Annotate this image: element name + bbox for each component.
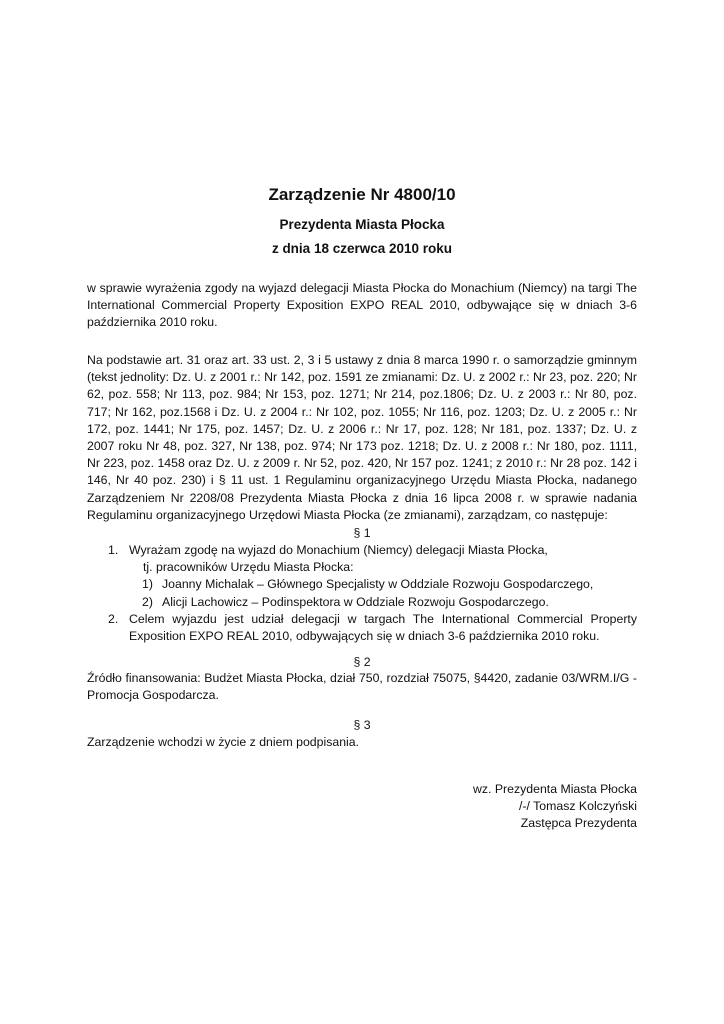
list-item-text: Celem wyjazdu jest udział delegacji w targach The International Commercial Property Exposition EXPO REAL 2010, odbywających się w dniach 3-6 października 2010 roku. [129,611,637,644]
sub-list-item-number: 2) [142,594,153,609]
signature-line-2: /-/ Tomasz Kolczyński [519,799,637,814]
document-issuer: Prezydenta Miasta Płocka [279,217,445,232]
funding-paragraph: Źródło finansowania: Budżet Miasta Płocka, dział 750, rozdział 75075, §4420, zadanie 03/WRM.I/G - Promocja Gospodarcza. [87,671,637,703]
list-item-number: 1. [108,543,119,557]
section-3-mark: § 3 [353,718,371,732]
entry-into-force-paragraph: Zarządzenie wchodzi w życie z dniem podpisania. [87,735,360,749]
sub-list-item [87,594,637,611]
document-title: Zarządzenie Nr 4800/10 [268,185,456,204]
signature-line-3: Zastępca Prezydenta [520,816,637,831]
section-1-mark: § 1 [353,526,371,540]
sub-list-item-number: 1) [142,577,153,592]
section-1-list [87,542,637,645]
subject-paragraph: w sprawie wyrażenia zgody na wyjazd delegacji Miasta Płocka do Monachium (Niemcy) na targi The International Commercial Property Exposition EXPO REAL 2010, odbywające się w dniach 3-6 października 2010 roku. [87,281,637,330]
list-item-text: Wyrażam zgodę na wyjazd do Monachium (Niemcy) delegacji Miasta Płocka, [129,543,548,557]
sub-list-item-text: Joanny Michalak – Głównego Specjalisty w Oddziale Rozwoju Gospodarczego, [162,577,594,592]
sub-list-item-text: Alicji Lachowicz – Podinspektora w Oddziale Rozwoju Gospodarczego. [162,594,549,609]
signature-line-1: wz. Prezydenta Miasta Płocka [472,782,637,796]
list-item [87,542,637,576]
section-2-mark: § 2 [353,655,371,669]
legal-basis-paragraph: Na podstawie art. 31 oraz art. 33 ust. 2, 3 i 5 ustawy z dnia 8 marca 1990 r. o samorządzie gminnym (tekst jednolity: Dz. U. z 2001 r.: Nr 142, poz. 1591 ze zmianami: Dz. U. z 2002 r.: Nr 23, poz. 220; Nr 62, poz. 558; Nr 113, poz. 984; Nr 153, poz. 1271; Nr 214, poz.1806; Dz. U. z 2003 r.: Nr 80, poz. 717; Nr 162, poz.1568 i Dz. U. z 2004 r.: Nr 102, poz. 1055; Nr 116, poz. 1203; Dz. U. z 2005 r.: Nr 172, poz. 1441; Nr 175, poz. 1457; Dz. U. z 2006 r.: Nr 17, poz. 128; Nr 181, poz. 1337; Dz. U. z 2007 roku Nr 48, poz. 327, Nr 138, poz. 974; Nr 173 poz. 1218; Dz. U. z 2008 r.: Nr 180, poz. 1111, Nr 223, poz. 1458 oraz Dz. U. z 2009 r. Nr 52, poz. 420, Nr 157 poz. 1241; z 2010 r.: Nr 28 poz. 142 i 146, Nr 40 poz. 230) i § 11 ust. 1 Regulaminu organizacyjnego Urzędu Miasta Płocka, nadanego Zarządzeniem Nr 2208/08 Prezydenta Miasta Płocka z dnia 16 lipca 2008 r. w sprawie nadania Regulaminu organizacyjnego Urzędowi Miasta Płocka (ze zmianami), zarządzam, co następuje: [87,353,637,522]
sub-list-item [87,576,637,593]
list-item-number: 2. [108,611,119,626]
list-item-continuation: tj. pracowników Urzędu Miasta Płocka: [143,560,354,575]
list-item [87,611,637,645]
signature-block [473,781,637,833]
document-date: z dnia 18 czerwca 2010 roku [271,241,453,256]
